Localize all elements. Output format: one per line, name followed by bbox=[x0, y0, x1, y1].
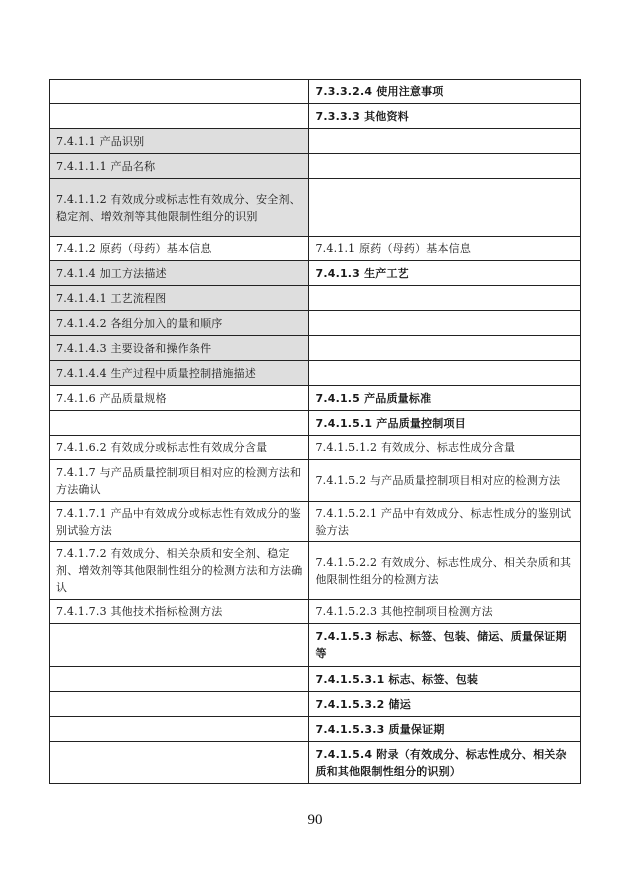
right-cell bbox=[309, 286, 581, 311]
table-row bbox=[50, 411, 581, 436]
right-cell bbox=[309, 129, 581, 154]
right-cell: 7.3.3.3 其他资料 bbox=[309, 104, 581, 129]
table-row bbox=[50, 692, 581, 717]
table-row bbox=[50, 460, 581, 502]
table-row bbox=[50, 80, 581, 104]
left-cell: 7.4.1.1 产品识别 bbox=[50, 129, 309, 154]
table-row bbox=[50, 311, 581, 336]
right-cell: 7.4.1.5.4 附录（有效成分、标志性成分、相关杂质和其他限制性组分的识别） bbox=[309, 742, 581, 784]
right-cell bbox=[309, 361, 581, 386]
table-row bbox=[50, 542, 581, 600]
left-cell bbox=[50, 717, 309, 742]
table-row bbox=[50, 667, 581, 692]
right-cell: 7.4.1.5.2 与产品质量控制项目相对应的检测方法 bbox=[309, 460, 581, 502]
table-row bbox=[50, 179, 581, 237]
left-cell: 7.4.1.1.1 产品名称 bbox=[50, 154, 309, 179]
left-cell: 7.4.1.1.2 有效成分或标志性有效成分、安全剂、稳定剂、增效剂等其他限制性组分的识别 bbox=[50, 179, 309, 237]
right-cell: 7.4.1.5.3 标志、标签、包装、储运、质量保证期等 bbox=[309, 624, 581, 667]
left-cell: 7.4.1.4.1 工艺流程图 bbox=[50, 286, 309, 311]
table-row bbox=[50, 502, 581, 542]
left-cell: 7.4.1.6 产品质量规格 bbox=[50, 386, 309, 411]
comparison-table bbox=[49, 79, 581, 784]
left-cell bbox=[50, 624, 309, 667]
left-cell bbox=[50, 411, 309, 436]
right-cell: 7.4.1.5.2.2 有效成分、标志性成分、相关杂质和其他限制性组分的检测方法 bbox=[309, 542, 581, 600]
right-cell: 7.3.3.2.4 使用注意事项 bbox=[309, 80, 581, 104]
left-cell: 7.4.1.7.2 有效成分、相关杂质和安全剂、稳定剂、增效剂等其他限制性组分的检测方法和方法确认 bbox=[50, 542, 309, 600]
right-cell: 7.4.1.5.1 产品质量控制项目 bbox=[309, 411, 581, 436]
right-cell: 7.4.1.5.2.3 其他控制项目检测方法 bbox=[309, 600, 581, 624]
table-row bbox=[50, 104, 581, 129]
left-cell: 7.4.1.7.3 其他技术指标检测方法 bbox=[50, 600, 309, 624]
right-cell bbox=[309, 154, 581, 179]
right-cell: 7.4.1.5.2.1 产品中有效成分、标志性成分的鉴别试验方法 bbox=[309, 502, 581, 542]
left-cell: 7.4.1.2 原药（母药）基本信息 bbox=[50, 237, 309, 261]
table-row bbox=[50, 361, 581, 386]
left-cell: 7.4.1.7.1 产品中有效成分或标志性有效成分的鉴别试验方法 bbox=[50, 502, 309, 542]
left-cell bbox=[50, 667, 309, 692]
table-row bbox=[50, 386, 581, 411]
right-cell bbox=[309, 179, 581, 237]
left-cell: 7.4.1.7 与产品质量控制项目相对应的检测方法和方法确认 bbox=[50, 460, 309, 502]
table-row bbox=[50, 717, 581, 742]
right-cell: 7.4.1.3 生产工艺 bbox=[309, 261, 581, 286]
page-number: 90 bbox=[307, 812, 323, 828]
right-cell: 7.4.1.1 原药（母药）基本信息 bbox=[309, 237, 581, 261]
table-row bbox=[50, 624, 581, 667]
right-cell bbox=[309, 311, 581, 336]
right-cell: 7.4.1.5.1.2 有效成分、标志性成分含量 bbox=[309, 436, 581, 460]
table-row bbox=[50, 436, 581, 460]
table-row bbox=[50, 261, 581, 286]
table-row bbox=[50, 129, 581, 154]
left-cell bbox=[50, 742, 309, 784]
left-cell: 7.4.1.4.4 生产过程中质量控制措施描述 bbox=[50, 361, 309, 386]
table-row bbox=[50, 742, 581, 784]
left-cell: 7.4.1.4.2 各组分加入的量和顺序 bbox=[50, 311, 309, 336]
left-cell: 7.4.1.6.2 有效成分或标志性有效成分含量 bbox=[50, 436, 309, 460]
table-row bbox=[50, 154, 581, 179]
table-row bbox=[50, 336, 581, 361]
right-cell: 7.4.1.5.3.1 标志、标签、包装 bbox=[309, 667, 581, 692]
right-cell: 7.4.1.5.3.2 储运 bbox=[309, 692, 581, 717]
comparison-table-body bbox=[50, 80, 581, 784]
table-row bbox=[50, 600, 581, 624]
right-cell: 7.4.1.5.3.3 质量保证期 bbox=[309, 717, 581, 742]
right-cell: 7.4.1.5 产品质量标准 bbox=[309, 386, 581, 411]
right-cell bbox=[309, 336, 581, 361]
left-cell bbox=[50, 104, 309, 129]
table-row bbox=[50, 286, 581, 311]
left-cell: 7.4.1.4.3 主要设备和操作条件 bbox=[50, 336, 309, 361]
table-row bbox=[50, 237, 581, 261]
left-cell: 7.4.1.4 加工方法描述 bbox=[50, 261, 309, 286]
left-cell bbox=[50, 80, 309, 104]
left-cell bbox=[50, 692, 309, 717]
